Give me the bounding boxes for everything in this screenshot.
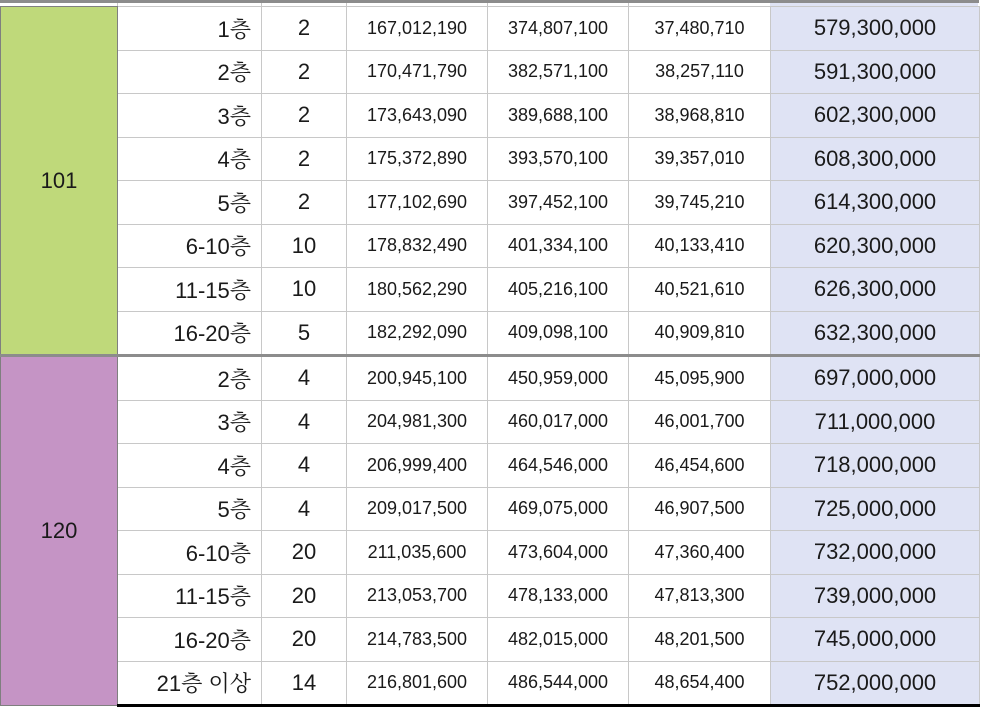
building-price-cell: 469,075,000 bbox=[488, 487, 629, 531]
building-price-cell: 393,570,100 bbox=[488, 137, 629, 181]
vat-cell: 40,909,810 bbox=[629, 311, 771, 356]
building-price-cell: 382,571,100 bbox=[488, 50, 629, 94]
unit-count-cell: 20 bbox=[262, 531, 347, 575]
unit-count-cell: 14 bbox=[262, 661, 347, 706]
floor-cell: 4층 bbox=[118, 444, 262, 488]
vat-cell: 39,357,010 bbox=[629, 137, 771, 181]
building-price-cell: 374,807,100 bbox=[488, 7, 629, 51]
land-price-cell: 173,643,090 bbox=[347, 94, 488, 138]
unit-count-cell: 20 bbox=[262, 618, 347, 662]
table-row bbox=[1, 137, 980, 181]
vat-cell: 38,968,810 bbox=[629, 94, 771, 138]
total-price-cell: 579,300,000 bbox=[771, 7, 980, 51]
vat-cell: 47,360,400 bbox=[629, 531, 771, 575]
price-table bbox=[0, 6, 980, 707]
floor-cell: 2층 bbox=[118, 356, 262, 401]
floor-cell: 3층 bbox=[118, 94, 262, 138]
table-row bbox=[1, 224, 980, 268]
land-price-cell: 213,053,700 bbox=[347, 574, 488, 618]
land-price-cell: 175,372,890 bbox=[347, 137, 488, 181]
table-row bbox=[1, 400, 980, 444]
total-price-cell: 602,300,000 bbox=[771, 94, 980, 138]
floor-cell: 11-15층 bbox=[118, 574, 262, 618]
building-price-cell: 450,959,000 bbox=[488, 356, 629, 401]
table-row bbox=[1, 661, 980, 706]
land-price-cell: 180,562,290 bbox=[347, 268, 488, 312]
building-price-cell: 401,334,100 bbox=[488, 224, 629, 268]
unit-count-cell: 2 bbox=[262, 181, 347, 225]
total-price-cell: 752,000,000 bbox=[771, 661, 980, 706]
land-price-cell: 211,035,600 bbox=[347, 531, 488, 575]
land-price-cell: 200,945,100 bbox=[347, 356, 488, 401]
floor-cell: 1층 bbox=[118, 7, 262, 51]
unit-count-cell: 10 bbox=[262, 224, 347, 268]
floor-cell: 11-15층 bbox=[118, 268, 262, 312]
land-price-cell: 178,832,490 bbox=[347, 224, 488, 268]
unit-count-cell: 4 bbox=[262, 487, 347, 531]
land-price-cell: 182,292,090 bbox=[347, 311, 488, 356]
total-price-cell: 620,300,000 bbox=[771, 224, 980, 268]
unit-count-cell: 2 bbox=[262, 7, 347, 51]
vat-cell: 47,813,300 bbox=[629, 574, 771, 618]
unit-count-cell: 2 bbox=[262, 50, 347, 94]
building-price-cell: 405,216,100 bbox=[488, 268, 629, 312]
floor-cell: 6-10층 bbox=[118, 531, 262, 575]
building-price-cell: 397,452,100 bbox=[488, 181, 629, 225]
vat-cell: 40,133,410 bbox=[629, 224, 771, 268]
unit-count-cell: 4 bbox=[262, 356, 347, 401]
land-price-cell: 177,102,690 bbox=[347, 181, 488, 225]
table-row bbox=[1, 268, 980, 312]
table-row bbox=[1, 444, 980, 488]
land-price-cell: 216,801,600 bbox=[347, 661, 488, 706]
land-price-cell: 170,471,790 bbox=[347, 50, 488, 94]
unit-type-cell: 101 bbox=[1, 7, 118, 356]
unit-count-cell: 20 bbox=[262, 574, 347, 618]
land-price-cell: 214,783,500 bbox=[347, 618, 488, 662]
building-price-cell: 389,688,100 bbox=[488, 94, 629, 138]
vat-cell: 38,257,110 bbox=[629, 50, 771, 94]
land-price-cell: 206,999,400 bbox=[347, 444, 488, 488]
total-price-cell: 697,000,000 bbox=[771, 356, 980, 401]
building-price-cell: 473,604,000 bbox=[488, 531, 629, 575]
total-price-cell: 732,000,000 bbox=[771, 531, 980, 575]
unit-count-cell: 10 bbox=[262, 268, 347, 312]
table-row bbox=[1, 94, 980, 138]
land-price-cell: 167,012,190 bbox=[347, 7, 488, 51]
vat-cell: 46,907,500 bbox=[629, 487, 771, 531]
unit-count-cell: 4 bbox=[262, 444, 347, 488]
unit-count-cell: 4 bbox=[262, 400, 347, 444]
building-price-cell: 460,017,000 bbox=[488, 400, 629, 444]
floor-cell: 4층 bbox=[118, 137, 262, 181]
floor-cell: 6-10층 bbox=[118, 224, 262, 268]
floor-cell: 2층 bbox=[118, 50, 262, 94]
floor-cell: 16-20층 bbox=[118, 618, 262, 662]
table-row bbox=[1, 531, 980, 575]
unit-type-cell: 120 bbox=[1, 356, 118, 706]
vat-cell: 48,201,500 bbox=[629, 618, 771, 662]
table-row bbox=[1, 7, 980, 51]
total-price-cell: 591,300,000 bbox=[771, 50, 980, 94]
floor-cell: 5층 bbox=[118, 487, 262, 531]
floor-cell: 21층 이상 bbox=[118, 661, 262, 706]
total-price-cell: 739,000,000 bbox=[771, 574, 980, 618]
vat-cell: 39,745,210 bbox=[629, 181, 771, 225]
vat-cell: 45,095,900 bbox=[629, 356, 771, 401]
table-row bbox=[1, 487, 980, 531]
floor-cell: 5층 bbox=[118, 181, 262, 225]
unit-count-cell: 2 bbox=[262, 137, 347, 181]
building-price-cell: 482,015,000 bbox=[488, 618, 629, 662]
total-price-cell: 614,300,000 bbox=[771, 181, 980, 225]
vat-cell: 46,454,600 bbox=[629, 444, 771, 488]
floor-cell: 3층 bbox=[118, 400, 262, 444]
table-row bbox=[1, 311, 980, 356]
building-price-cell: 486,544,000 bbox=[488, 661, 629, 706]
vat-cell: 37,480,710 bbox=[629, 7, 771, 51]
unit-count-cell: 2 bbox=[262, 94, 347, 138]
table-row bbox=[1, 574, 980, 618]
total-price-cell: 608,300,000 bbox=[771, 137, 980, 181]
table-row bbox=[1, 50, 980, 94]
table-row bbox=[1, 356, 980, 401]
building-price-cell: 478,133,000 bbox=[488, 574, 629, 618]
table-row bbox=[1, 618, 980, 662]
vat-cell: 46,001,700 bbox=[629, 400, 771, 444]
land-price-cell: 204,981,300 bbox=[347, 400, 488, 444]
total-price-cell: 626,300,000 bbox=[771, 268, 980, 312]
total-price-cell: 718,000,000 bbox=[771, 444, 980, 488]
total-price-cell: 725,000,000 bbox=[771, 487, 980, 531]
building-price-cell: 464,546,000 bbox=[488, 444, 629, 488]
vat-cell: 48,654,400 bbox=[629, 661, 771, 706]
total-price-cell: 632,300,000 bbox=[771, 311, 980, 356]
floor-cell: 16-20층 bbox=[118, 311, 262, 356]
building-price-cell: 409,098,100 bbox=[488, 311, 629, 356]
price-table-body bbox=[1, 7, 980, 706]
total-price-cell: 745,000,000 bbox=[771, 618, 980, 662]
vat-cell: 40,521,610 bbox=[629, 268, 771, 312]
table-row bbox=[1, 181, 980, 225]
land-price-cell: 209,017,500 bbox=[347, 487, 488, 531]
unit-count-cell: 5 bbox=[262, 311, 347, 356]
total-price-cell: 711,000,000 bbox=[771, 400, 980, 444]
